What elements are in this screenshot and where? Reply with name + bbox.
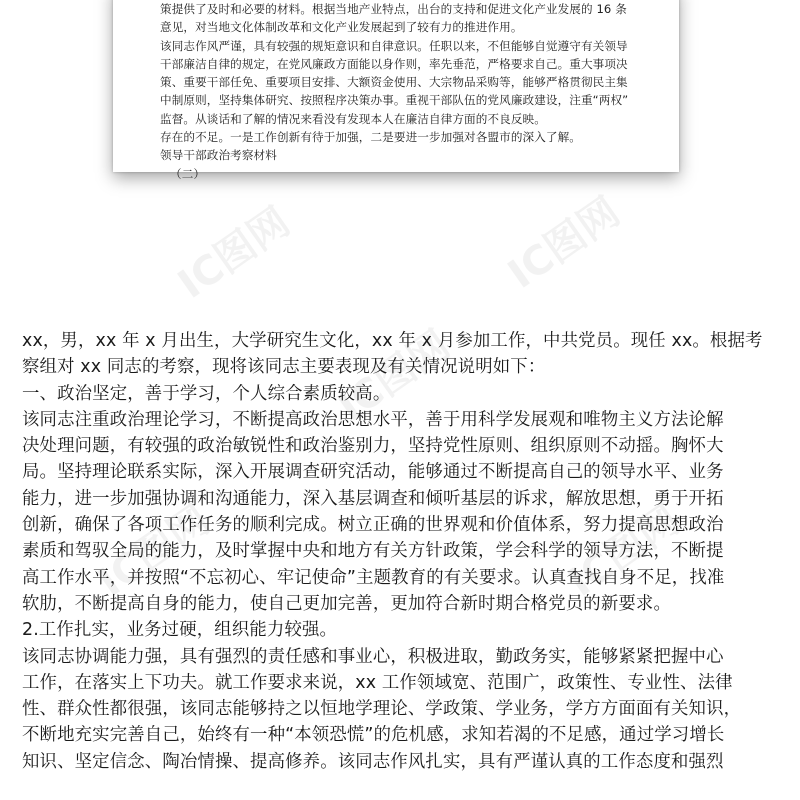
preview-section-number: （二） [170, 166, 206, 181]
watermark-logo: IC图网 [330, 321, 459, 431]
body-line: 能力，进一步加强协调和沟通能力，深入基层调查和倾听基层的诉求，解放思想，勇于开拓 [22, 488, 724, 509]
body-line: 性、群众性都很强，该同志能够持之以恒地学理论、学政策、学业务，学方方面面有关知识， [22, 699, 742, 720]
body-line: 高工作水平，并按照“不忘初心、牢记使命”主题教育的有关要求。认真查找自身不足，找准 [22, 567, 725, 588]
watermark-logo: IC图网 [90, 496, 219, 606]
preview-line: 该同志作风严谨，具有较强的规矩意识和自律意识。任职以来，不但能够自觉遵守有关领导 [160, 38, 628, 53]
watermark-logo: IC图网 [170, 198, 299, 308]
body-line: 察组对 xx 同志的考察，现将该同志主要表现及有关情况说明如下： [22, 357, 546, 378]
body-line: 不断地充实完善自己，始终有一种“本领恐慌”的危机感，求知若渴的不足感，通过学习增长 [22, 725, 725, 746]
body-line: 素质和驾驭全局的能力，及时掌握中央和地方有关方针政策，学会科学的领导方法，不断提 [22, 541, 724, 562]
body-line: 创新，确保了各项工作任务的顺利完成。树立正确的世界观和价值体系，努力提高思想政治 [22, 515, 724, 536]
body-line: 决处理问题，有较强的政治敏锐性和政治鉴别力，坚持党性原则、组织原则不动摇。胸怀大 [22, 436, 724, 457]
body-line: 局。坚持理论联系实际，深入开展调查研究活动，能够通过不断提高自己的领导水平、业务 [22, 462, 724, 483]
preview-heading: 领导干部政治考察材料 [160, 148, 277, 163]
section-heading: 2.工作扎实，业务过硬，组织能力较强。 [22, 620, 338, 641]
preview-line: 中制原则，坚持集体研究、按照程序决策办事。重视干部队伍的党风廉政建设，注重“两权” [160, 93, 629, 108]
body-line: xx，男，xx 年 x 月出生，大学研究生文化，xx 年 x 月参加工作，中共党员。现任 xx。根据考 [22, 331, 763, 351]
document-preview-card [113, 0, 679, 181]
preview-line: 策提供了及时和必要的材料。根据当地产业特点，出台的支持和促进文化产业发展的 16 条 [160, 2, 627, 16]
body-line: 知识、坚定信念、陶冶情操、提高修养。该同志作风扎实，具有严谨认真的工作态度和强烈 [22, 751, 724, 772]
body-line: 该同志注重政治理论学习，不断提高政治思想水平，善于用科学发展观和唯物主义方法论解 [22, 409, 724, 430]
watermark-logo: IC图网 [560, 496, 689, 606]
section-heading: 一、政治坚定，善于学习，个人综合素质较高。 [22, 383, 391, 404]
preview-line: 策、重要干部任免、重要项目安排、大额资金使用、大宗物品采购等，能够严格贯彻民主集 [160, 75, 628, 90]
watermark-logo: IC图网 [500, 188, 629, 298]
body-line: 工作，在落实上下功夫。就工作要求来说，xx 工作领域宽、范围广，政策性、专业性、法律 [22, 672, 733, 693]
preview-line: 干部廉洁自律的规定，在党风廉政方面能以身作则，率先垂范，严格要求自己。重大事项决 [160, 56, 628, 71]
preview-line: 意见，对当地文化体制改革和文化产业发展起到了较有力的推进作用。 [160, 20, 523, 35]
preview-line: 监督。从谈话和了解的情况来看没有发现本人在廉洁自律方面的不良反映。 [160, 111, 546, 126]
body-line: 该同志协调能力强，具有强烈的责任感和事业心，积极进取，勤政务实，能够紧紧把握中心 [22, 646, 724, 667]
body-line: 软肋，不断提高自身的能力，使自己更加完善，更加符合新时期合格党员的新要求。 [22, 593, 672, 614]
preview-line: 存在的不足。一是工作创新有待于加强，二是要进一步加强对各盟市的深入了解。 [160, 130, 581, 145]
document-body [22, 328, 782, 775]
